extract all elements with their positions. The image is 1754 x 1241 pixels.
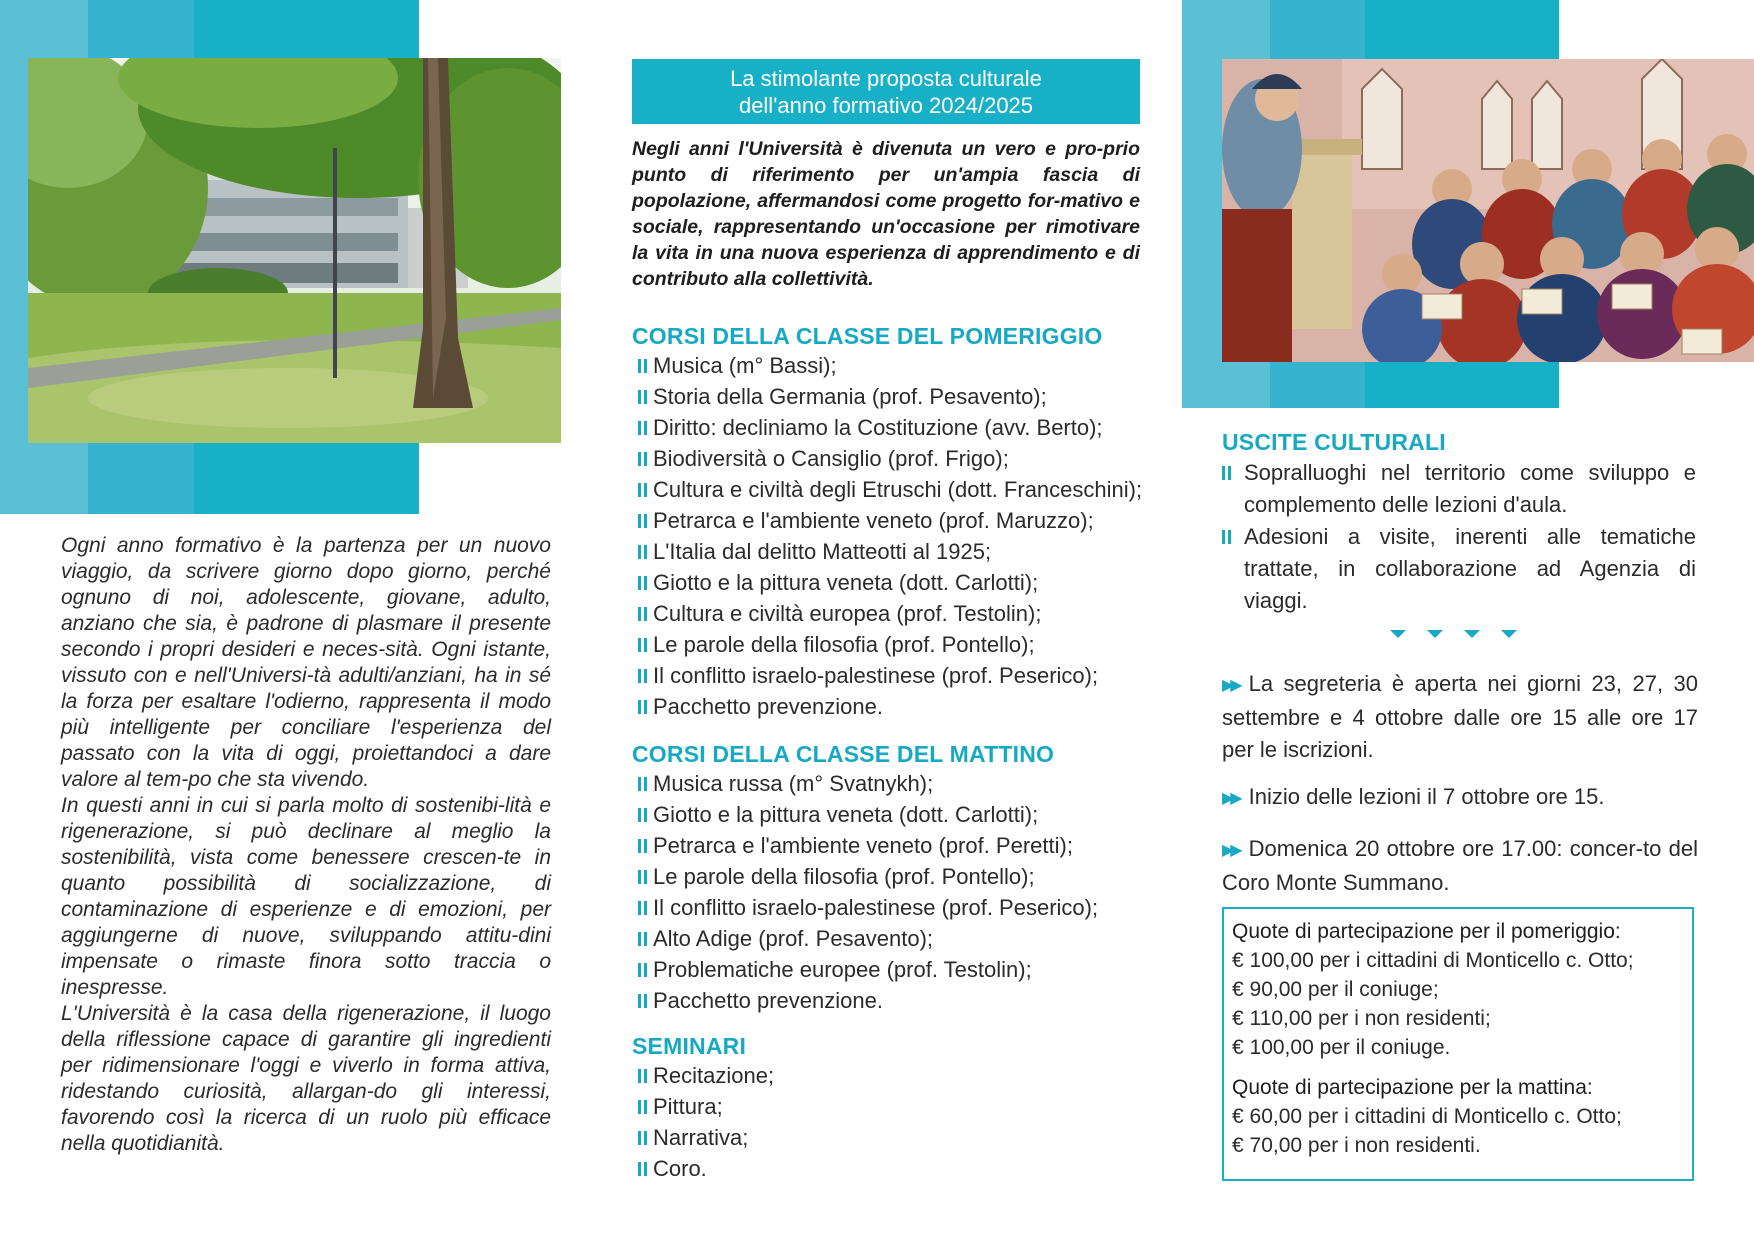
morning-course-item-label: Musica russa (m° Svatnykh);	[653, 771, 934, 796]
seminar-item	[632, 1091, 1152, 1122]
double-bar-icon	[638, 1069, 647, 1083]
double-bar-icon	[638, 390, 647, 404]
seminars-title: SEMINARI	[632, 1033, 747, 1059]
double-bar-icon	[638, 808, 647, 822]
afternoon-course-item	[632, 474, 1152, 505]
chevron-down-icon	[1390, 630, 1406, 638]
seminar-item-label: Narrativa;	[653, 1125, 749, 1150]
fee-morning-item: € 60,00 per i cittadini di Monticello c. Otto;	[1232, 1105, 1622, 1128]
cultural-outing-item	[1224, 521, 1696, 617]
chevron-down-icon	[1427, 630, 1443, 638]
afternoon-course-item-label: Cultura e civiltà europea (prof. Testolin);	[653, 601, 1042, 626]
fee-afternoon-item: € 100,00 per i cittadini di Monticello c. Otto;	[1232, 949, 1634, 972]
morning-courses-list	[632, 768, 1152, 1016]
double-bar-icon	[638, 1100, 647, 1114]
building-with-tree-photo	[28, 58, 561, 443]
double-bar-icon	[638, 1162, 647, 1176]
fee-afternoon-item: € 90,00 per il coniuge;	[1232, 978, 1439, 1001]
info-concert-text: Domenica 20 ottobre ore 17.00: concer-to del Coro Monte Summano.	[1222, 836, 1698, 895]
morning-course-item-label: Il conflitto israelo-palestinese (prof. Peserico);	[653, 895, 1099, 920]
fee-morning-item: € 70,00 per i non residenti.	[1232, 1134, 1481, 1157]
chevron-down-icon	[1501, 630, 1517, 638]
double-bar-icon	[638, 545, 647, 559]
morning-course-item	[632, 985, 1152, 1016]
info-lessons-start-text: Inizio delle lezioni il 7 ottobre ore 15.	[1248, 784, 1605, 809]
divider-arrows	[1390, 630, 1517, 638]
seminar-item	[632, 1122, 1152, 1153]
double-bar-icon	[638, 932, 647, 946]
double-bar-icon	[638, 700, 647, 714]
double-bar-icon	[1222, 530, 1231, 544]
double-bar-icon	[638, 901, 647, 915]
afternoon-course-item-label: Giotto e la pittura veneta (dott. Carlotti);	[653, 570, 1039, 595]
cultural-outings-list	[1224, 457, 1696, 617]
morning-courses-title: CORSI DELLA CLASSE DEL MATTINO	[632, 741, 1055, 767]
intro-paragraph: L'Università è la casa della rigenerazione, il luogo della riflessione capace di garantire gli ingredienti per ridimensionare l'oggi e viverlo in forma attiva, ridestando curiosità, allargan-do gli interessi, favorendo così la ricerca di un ruolo più efficace nella quotidianità.	[61, 1002, 551, 1155]
afternoon-course-item-label: Biodiversità o Cansiglio (prof. Frigo);	[653, 446, 1009, 471]
double-bar-icon	[638, 607, 647, 621]
afternoon-course-item	[632, 443, 1152, 474]
afternoon-course-item-label: Diritto: decliniamo la Costituzione (avv. Berto);	[653, 415, 1103, 440]
info-lessons-start	[1222, 781, 1698, 815]
afternoon-courses-list	[632, 350, 1152, 722]
morning-course-item-label: Petrarca e l'ambiente veneto (prof. Peretti);	[653, 833, 1073, 858]
double-bar-icon	[638, 576, 647, 590]
double-bar-icon	[638, 359, 647, 373]
double-bar-icon	[638, 452, 647, 466]
afternoon-course-item-label: Petrarca e l'ambiente veneto (prof. Maruzzo);	[653, 508, 1094, 533]
afternoon-course-item	[632, 350, 1152, 381]
chevron-down-icon	[1464, 630, 1480, 638]
afternoon-courses-title: CORSI DELLA CLASSE DEL POMERIGGIO	[632, 323, 1103, 349]
afternoon-course-item-label: Il conflitto israelo-palestinese (prof. Peserico);	[653, 663, 1099, 688]
double-bar-icon	[638, 638, 647, 652]
afternoon-course-item-label: Pacchetto prevenzione.	[653, 694, 883, 719]
afternoon-course-item	[632, 660, 1152, 691]
morning-course-item	[632, 923, 1152, 954]
intro-paragraph: Ogni anno formativo è la partenza per un nuovo viaggio, da scrivere giorno dopo giorno, perché ognuno di noi, adolescente, giovane, adulto, anziano che sia, è padrone di plasmare il presente secondo i propri desideri e neces-sità. Ogni istante, vissuto con e nell'Universi-tà adulti/anziani, ha in sé la forza per esaltare l'odierno, rappresenta il modo più intelligente per conciliare l'esperienza del passato con la vita di oggi, proiettandoci a dare valore al tem-po che sta vivendo.	[61, 534, 551, 791]
double-arrow-icon: ▶▶	[1222, 842, 1239, 859]
morning-course-item-label: Pacchetto prevenzione.	[653, 988, 883, 1013]
afternoon-course-item	[632, 691, 1152, 722]
fees-afternoon-list	[1232, 946, 1684, 1062]
morning-course-item-label: Alto Adige (prof. Pesavento);	[653, 926, 934, 951]
info-office-hours-text: La segreteria è aperta nei giorni 23, 27, 30 settembre e 4 ottobre dalle ore 15 alle ore 17 per le iscrizioni.	[1222, 671, 1698, 762]
seminar-item-label: Recitazione;	[653, 1063, 775, 1088]
afternoon-course-item	[632, 567, 1152, 598]
fees-morning-title: Quote di partecipazione per la mattina:	[1232, 1076, 1593, 1099]
medieval-lecture-painting	[1222, 59, 1754, 362]
double-bar-icon	[638, 839, 647, 853]
afternoon-course-item	[632, 629, 1152, 660]
afternoon-course-item-label: Musica (m° Bassi);	[653, 353, 837, 378]
double-arrow-icon: ▶▶	[1222, 790, 1239, 807]
double-bar-icon	[638, 777, 647, 791]
morning-course-item	[632, 861, 1152, 892]
seminar-item-label: Pittura;	[653, 1094, 723, 1119]
fee-afternoon-item: € 100,00 per il coniuge.	[1232, 1036, 1451, 1059]
double-bar-icon	[638, 421, 647, 435]
morning-course-item-label: Le parole della filosofia (prof. Pontello);	[653, 864, 1035, 889]
fees-afternoon-title: Quote di partecipazione per il pomeriggio:	[1232, 920, 1621, 943]
double-bar-icon	[638, 994, 647, 1008]
lead-text: Negli anni l'Università è divenuta un vero e pro-prio punto di riferimento per un'ampia fascia di popolazione, affermandosi come progetto for-mativo e sociale, rappresentando un'occasione per rimotivare la vita in una nuova esperienza di apprendimento e di contributo alla collettività.	[632, 138, 1140, 290]
intro-text	[61, 533, 551, 1157]
afternoon-course-item	[632, 412, 1152, 443]
info-office-hours	[1222, 668, 1698, 766]
afternoon-course-item	[632, 505, 1152, 536]
double-bar-icon	[638, 483, 647, 497]
seminar-item	[632, 1153, 1152, 1184]
fees-morning-list	[1232, 1102, 1684, 1160]
cultural-outing-item-label: Adesioni a visite, inerenti alle tematiche trattate, in collaborazione ad Agenzia di viaggi.	[1244, 524, 1696, 613]
seminars-list	[632, 1060, 1152, 1184]
afternoon-course-item-label: Le parole della filosofia (prof. Pontello);	[653, 632, 1035, 657]
morning-course-item	[632, 830, 1152, 861]
afternoon-course-item	[632, 381, 1152, 412]
seminar-item-label: Coro.	[653, 1156, 707, 1181]
afternoon-courses-section	[632, 322, 1152, 722]
banner-title-line1: La stimolante proposta culturale	[730, 65, 1042, 91]
double-bar-icon	[638, 1131, 647, 1145]
seminar-item	[632, 1060, 1152, 1091]
afternoon-course-item-label: Cultura e civiltà degli Etruschi (dott. Franceschini);	[653, 477, 1143, 502]
morning-course-item	[632, 892, 1152, 923]
morning-course-item	[632, 799, 1152, 830]
afternoon-course-item-label: Storia della Germania (prof. Pesavento);	[653, 384, 1047, 409]
double-bar-icon	[638, 870, 647, 884]
double-bar-icon	[1222, 466, 1231, 480]
morning-course-item	[632, 954, 1152, 985]
fee-afternoon-item: € 110,00 per i non residenti;	[1232, 1007, 1491, 1030]
fees-box	[1222, 907, 1694, 1181]
cultural-outing-item-label: Sopralluoghi nel territorio come sviluppo e complemento delle lezioni d'aula.	[1244, 460, 1696, 517]
title-banner	[632, 59, 1140, 124]
double-arrow-icon: ▶▶	[1222, 677, 1239, 694]
banner-title-line2: dell'anno formativo 2024/2025	[738, 92, 1034, 118]
afternoon-course-item-label: L'Italia dal delitto Matteotti al 1925;	[653, 539, 992, 564]
cultural-outings-section	[1222, 428, 1698, 456]
morning-course-item-label: Giotto e la pittura veneta (dott. Carlotti);	[653, 802, 1039, 827]
afternoon-course-item	[632, 598, 1152, 629]
seminars-section	[632, 1032, 1152, 1184]
double-bar-icon	[638, 514, 647, 528]
morning-course-item	[632, 768, 1152, 799]
info-concert	[1222, 833, 1698, 899]
morning-course-item-label: Problematiche europee (prof. Testolin);	[653, 957, 1032, 982]
double-bar-icon	[638, 669, 647, 683]
morning-courses-section	[632, 740, 1152, 1016]
afternoon-course-item	[632, 536, 1152, 567]
cultural-outing-item	[1224, 457, 1696, 521]
cultural-outings-title: USCITE CULTURALI	[1222, 429, 1446, 455]
intro-paragraph: In questi anni in cui si parla molto di sostenibi-lità e rigenerazione, si può declinare al meglio la sostenibilità, vista come benessere crescen-te in quanto possibilità di socializzazione, di contaminazione di esperienze e di emozioni, per aggiungerne di nuove, sviluppando attitu-dini impensate o rimaste finora sotto traccia o inespresse.	[61, 794, 551, 999]
double-bar-icon	[638, 963, 647, 977]
